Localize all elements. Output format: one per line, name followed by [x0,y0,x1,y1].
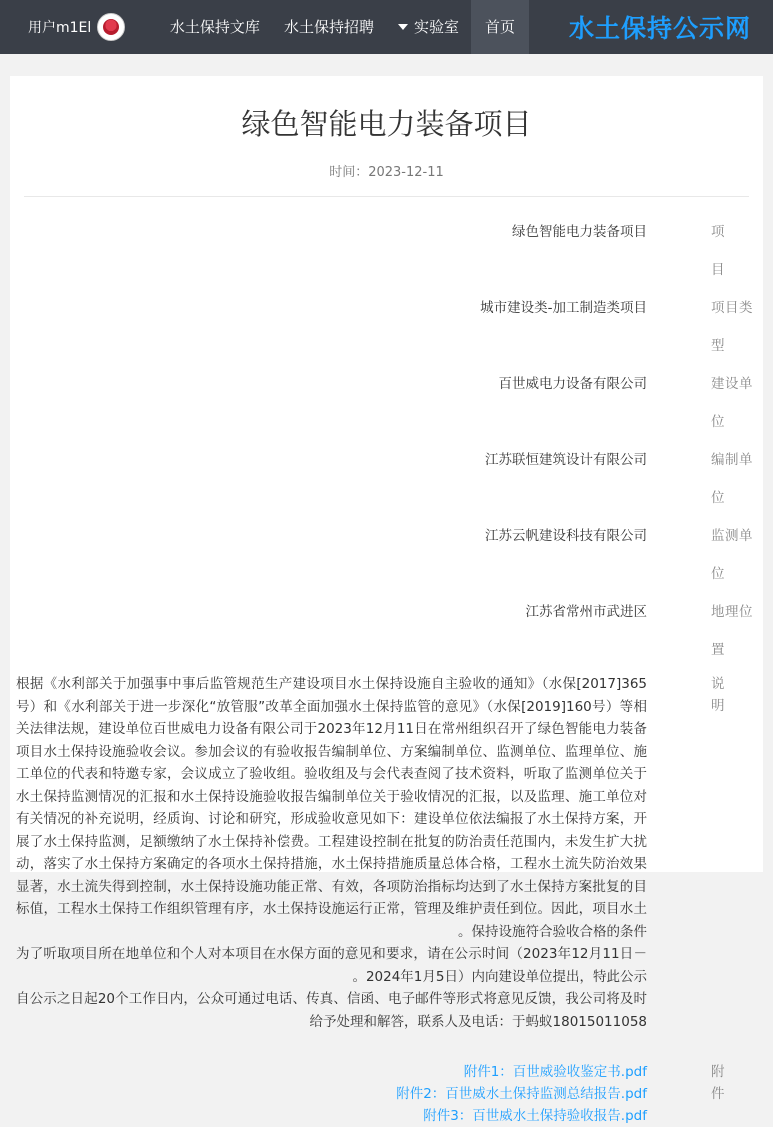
main-nav [158,0,529,54]
info-row-location [10,593,763,669]
page-title: 绿色智能电力装备项目 [241,107,532,141]
info-value: 江苏省常州市武进区 [525,604,647,620]
description-paragraph: 为了听取项目所在地单位和个人对本项目在水保方面的意见和要求，请在公示时间（2023年12月11日－2024年1月5日）内向建设单位提出，特此公示。 [16,946,647,985]
info-row-compiler [10,441,763,517]
user-menu[interactable] [28,13,125,41]
attachment-link[interactable]: 附件1：百世威验收鉴定书.pdf [463,1064,647,1080]
info-label: 建设单位 [711,376,753,430]
info-row-project [10,213,763,289]
info-label: 项目类型 [711,300,753,354]
nav-lab[interactable] [386,0,471,54]
nav-library[interactable]: 水土保持文库 [169,18,260,36]
info-value: 江苏联恒建筑设计有限公司 [485,452,647,468]
info-value: 城市建设类-加工制造类项目 [480,300,647,316]
attachment-link[interactable]: 附件2：百世威水土保持监测总结报告.pdf [396,1086,647,1102]
attachments-label: 附 件 [679,1064,743,1102]
description-paragraph: 根据《水利部关于加强事中事后监管规范生产建设项目水土保持设施自主验收的通知》（水保[2017]365号）和《水利部关于进一步深化“放管服”改革全面加强水土保持监管的意见》（水保[2019]160号）等相关法律法规，建设单位百世威电力设备有限公司于2023年12月11日在常州组织召开了绿色智能电力装备项目水土保持设施验收会议。参加会议的有验收报告编制单位、方案编制单位、监测单位、监理单位、施工单位的代表和特邀专家，会议成立了验收组。验收组及与会代表查阅了技术资料，听取了监测单位关于水土保持监测情况的汇报和水土保持设施验收报告编制单位关于验收情况的汇报，以及监理、施工单位对有关情况的补充说明，经质询、讨论和研究，形成验收意见如下：建设单位依法编报了水土保持方案，开展了水土保持监测，足额缴纳了水土保持补偿费。工程建设控制在批复的防治责任范围内，未发生扩大扰动，落实了水土保持方案确定的各项水土保持措施，水土保持措施质量总体合格，工程水土流失防治效果显著，水土流失得到控制，水土保持设施功能正常、有效，各项防治指标均达到了水土保持方案批复的目标值，工程水土保持工作组织管理有序，水土保持设施运行正常，管理及维护责任到位。因此，项目水土保持设施符合验收合格的条件。 [16,676,647,940]
info-label: 监测单位 [711,528,753,582]
description-label: 说 明 [683,676,725,714]
description-text [10,673,681,1033]
info-row-monitor [10,517,763,593]
info-value: 绿色智能电力装备项目 [512,224,647,240]
article-card [10,76,763,1124]
attachment-list [396,1061,681,1127]
site-logo[interactable]: 水土保持公示网 [568,14,751,43]
info-row-type [10,289,763,365]
nav-lab-label: 实验室 [413,18,459,36]
info-label: 地理位置 [711,604,753,658]
info-value: 百世威电力设备有限公司 [498,376,647,392]
top-navbar [0,0,773,54]
info-row-builder [10,365,763,441]
chevron-down-icon [398,24,408,30]
nav-home[interactable]: 首页 [471,0,529,54]
info-row-attachments [10,1061,763,1127]
divider [24,196,749,197]
description-paragraph: 自公示之日起20个工作日内，公众可通过电话、传真、信函、电子邮件等形式将意见反馈，我公司将及时给予处理和解答，联系人及电话：于蚂蚁18015011058 [16,991,647,1030]
avatar-icon [103,19,119,35]
publish-date: 时间：2023-12-11 [329,165,444,180]
info-row-description [10,673,763,1033]
attachment-link[interactable]: 附件3：百世威水土保持验收报告.pdf [423,1108,647,1124]
avatar[interactable] [97,13,125,41]
nav-recruitment[interactable]: 水土保持招聘 [283,18,374,36]
info-label: 编制单位 [711,452,753,506]
info-value: 江苏云帆建设科技有限公司 [485,528,647,544]
info-label: 项 目 [683,224,725,278]
project-info [10,213,763,1127]
username: 用户m1El [28,20,92,36]
